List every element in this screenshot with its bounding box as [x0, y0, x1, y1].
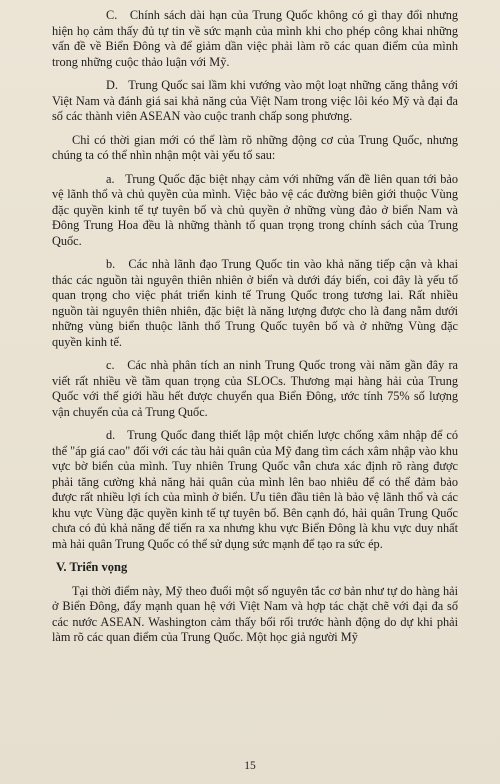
paragraph-b: b. Các nhà lãnh đạo Trung Quốc tin vào khả năng tiếp cận và khai thác các nguồn tài nguyên thiên nhiên ở biển và dưới đáy biển, coi đây là yếu tố quan trọng cho việc phát triển kinh tế Trung Quốc trong tương lai. Rất nhiều nguồn tài nguyên thiên nhiên, đặc biệt là năng lượng được cho là đang nằm dưới những vùng biển thuộc lãnh thổ Trung Quốc tuyên bố và ở những Vùng đặc quyền kinh tế.: [52, 257, 458, 349]
paragraph-c-lower: c. Các nhà phân tích an ninh Trung Quốc trong vài năm gần đây ra viết rất nhiều về tầm quan trọng của SLOCs. Thương mại hàng hải của Trung Quốc với thế giới hầu hết được chuyển qua Biển Đông, ước tính 75% số lượng vận chuyển của cả Trung Quốc.: [52, 358, 458, 419]
section-heading: V. Triển vọng: [56, 560, 128, 574]
paragraph-d-lower: d. Trung Quốc đang thiết lập một chiến lược chống xâm nhập để có thể "áp giá cao" đối với các tàu hải quân của Mỹ đang tìm cách xâm nhập vào khu vực bờ biển của mình. Tuy nhiên Trung Quốc vẫn chưa xác định rõ ràng được phải tăng cường khả năng hải quân của mình lên bao nhiêu để có thể đảm bảo được rất nhiều lợi ích của mình ở biển. Ưu tiên đầu tiên là bảo vệ lãnh thổ và các khu vực Vùng đặc quyền kinh tế tự tuyên bố. Bên cạnh đó, hải quân Trung Quốc chưa có đủ khả năng để tiến ra xa nhưng khu vực Biển Đông là khu vực duy nhất mà hải quân Trung Quốc có thể sử dụng sức mạnh để tạo ra sức ép.: [52, 428, 458, 551]
page-body: [52, 8, 458, 654]
paragraph-intro: Chỉ có thời gian mới có thể làm rõ những động cơ của Trung Quốc, nhưng chúng ta có thể nhìn nhận một vài yếu tố sau:: [52, 132, 458, 162]
paragraph-d: D. Trung Quốc sai lầm khi vướng vào một loạt những căng thẳng với Việt Nam và đánh giá sai khả năng của Việt Nam trong việc lôi kéo Mỹ và đại đa số các thành viên ASEAN vào cuộc tranh chấp song phương.: [52, 78, 458, 123]
paragraph-a: a. Trung Quốc đặc biệt nhạy cảm với những vấn đề liên quan tới bảo vệ lãnh thổ và chủ quyền của mình. Việc bảo vệ các đường biên giới thuộc Vùng đặc quyền kinh tế tự tuyên bố và chủ quyền ở những vùng đảo ở biển Nam và Đông Trung Hoa đều là những thành tố quan trọng trong chính sách của Trung Quốc.: [52, 171, 458, 248]
page-number: 15: [244, 760, 256, 772]
paragraph-c: C. Chính sách dài hạn của Trung Quốc không có gì thay đổi nhưng hiện họ cảm thấy đủ tự tin về sức mạnh của mình khi cho phép công khai những vấn đề về Biển Đông và để giảm dần việc phải làm rõ các quan điểm của mình trong những cuộc thảo luận với Mỹ.: [52, 8, 458, 69]
paragraph-final: Tại thời điểm này, Mỹ theo đuổi một số nguyên tắc cơ bản như tự do hàng hải ở Biển Đông, đẩy mạnh quan hệ với Việt Nam và hợp tác chặt chẽ với đại đa số các nước ASEAN. Washington cảm thấy bối rối trước hành động do dự khi phải làm rõ các quan điểm của Trung Quốc. Một học giả người Mỹ: [52, 583, 458, 644]
